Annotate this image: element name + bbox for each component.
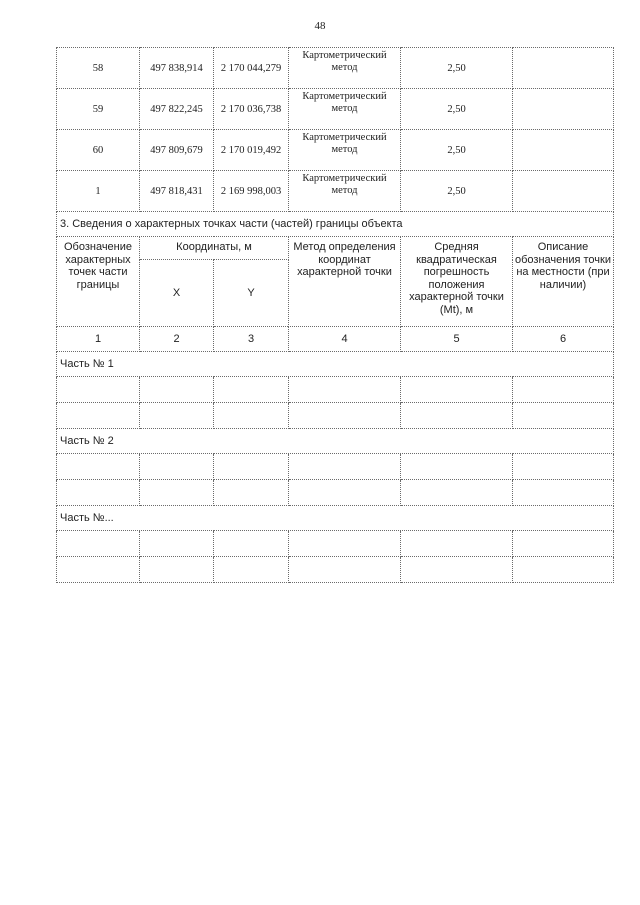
header-description: Описание обозначения точки на местности (при наличии) [513, 237, 614, 327]
header-accuracy: Средняя квадратическая погрешность положения характерной точки (Mt), м [401, 237, 513, 327]
point-number: 58 [57, 48, 140, 89]
part-title: Часть № 1 [57, 352, 614, 377]
column-number: 6 [513, 327, 614, 352]
table-row [57, 531, 614, 557]
header-coordinates: Координаты, м [140, 237, 289, 260]
column-number: 1 [57, 327, 140, 352]
table-row [57, 171, 614, 212]
accuracy-cell: 2,50 [401, 171, 513, 212]
column-number: 3 [214, 327, 289, 352]
table-row [57, 48, 614, 89]
part-title: Часть №... [57, 506, 614, 531]
table-row [57, 480, 614, 506]
section-title: 3. Сведения о характерных точках части (частей) границы объекта [57, 212, 614, 237]
part-title-row [57, 506, 614, 531]
page-number: 48 [314, 20, 326, 32]
coord-y: 2 170 044,279 [214, 48, 289, 89]
column-number: 4 [289, 327, 401, 352]
description-cell [513, 130, 614, 171]
header-designation: Обозначение характерных точек части границы [57, 237, 140, 327]
table-row [57, 403, 614, 429]
table-row [57, 377, 614, 403]
table-row [57, 557, 614, 583]
table-row [57, 89, 614, 130]
method-cell: Картометрический метод [289, 48, 401, 89]
point-number: 1 [57, 171, 140, 212]
coord-y: 2 170 036,738 [214, 89, 289, 130]
part-title-row [57, 352, 614, 377]
header-method: Метод определения координат характерной точки [289, 237, 401, 327]
accuracy-cell: 2,50 [401, 48, 513, 89]
header-x: X [140, 260, 214, 327]
coord-y: 2 169 998,003 [214, 171, 289, 212]
header-y: Y [214, 260, 289, 327]
description-cell [513, 48, 614, 89]
coord-x: 497 818,431 [140, 171, 214, 212]
column-number: 2 [140, 327, 214, 352]
table-row [57, 454, 614, 480]
header-row [57, 237, 614, 260]
description-cell [513, 171, 614, 212]
accuracy-cell: 2,50 [401, 89, 513, 130]
column-numbers-row [57, 327, 614, 352]
boundary-points-table [56, 47, 614, 583]
point-number: 60 [57, 130, 140, 171]
accuracy-cell: 2,50 [401, 130, 513, 171]
method-cell: Картометрический метод [289, 89, 401, 130]
part-title-row [57, 429, 614, 454]
part-title: Часть № 2 [57, 429, 614, 454]
method-cell: Картометрический метод [289, 171, 401, 212]
method-cell: Картометрический метод [289, 130, 401, 171]
table-row [57, 130, 614, 171]
coord-x: 497 809,679 [140, 130, 214, 171]
coord-x: 497 822,245 [140, 89, 214, 130]
coord-x: 497 838,914 [140, 48, 214, 89]
coord-y: 2 170 019,492 [214, 130, 289, 171]
description-cell [513, 89, 614, 130]
point-number: 59 [57, 89, 140, 130]
column-number: 5 [401, 327, 513, 352]
section-title-row [57, 212, 614, 237]
